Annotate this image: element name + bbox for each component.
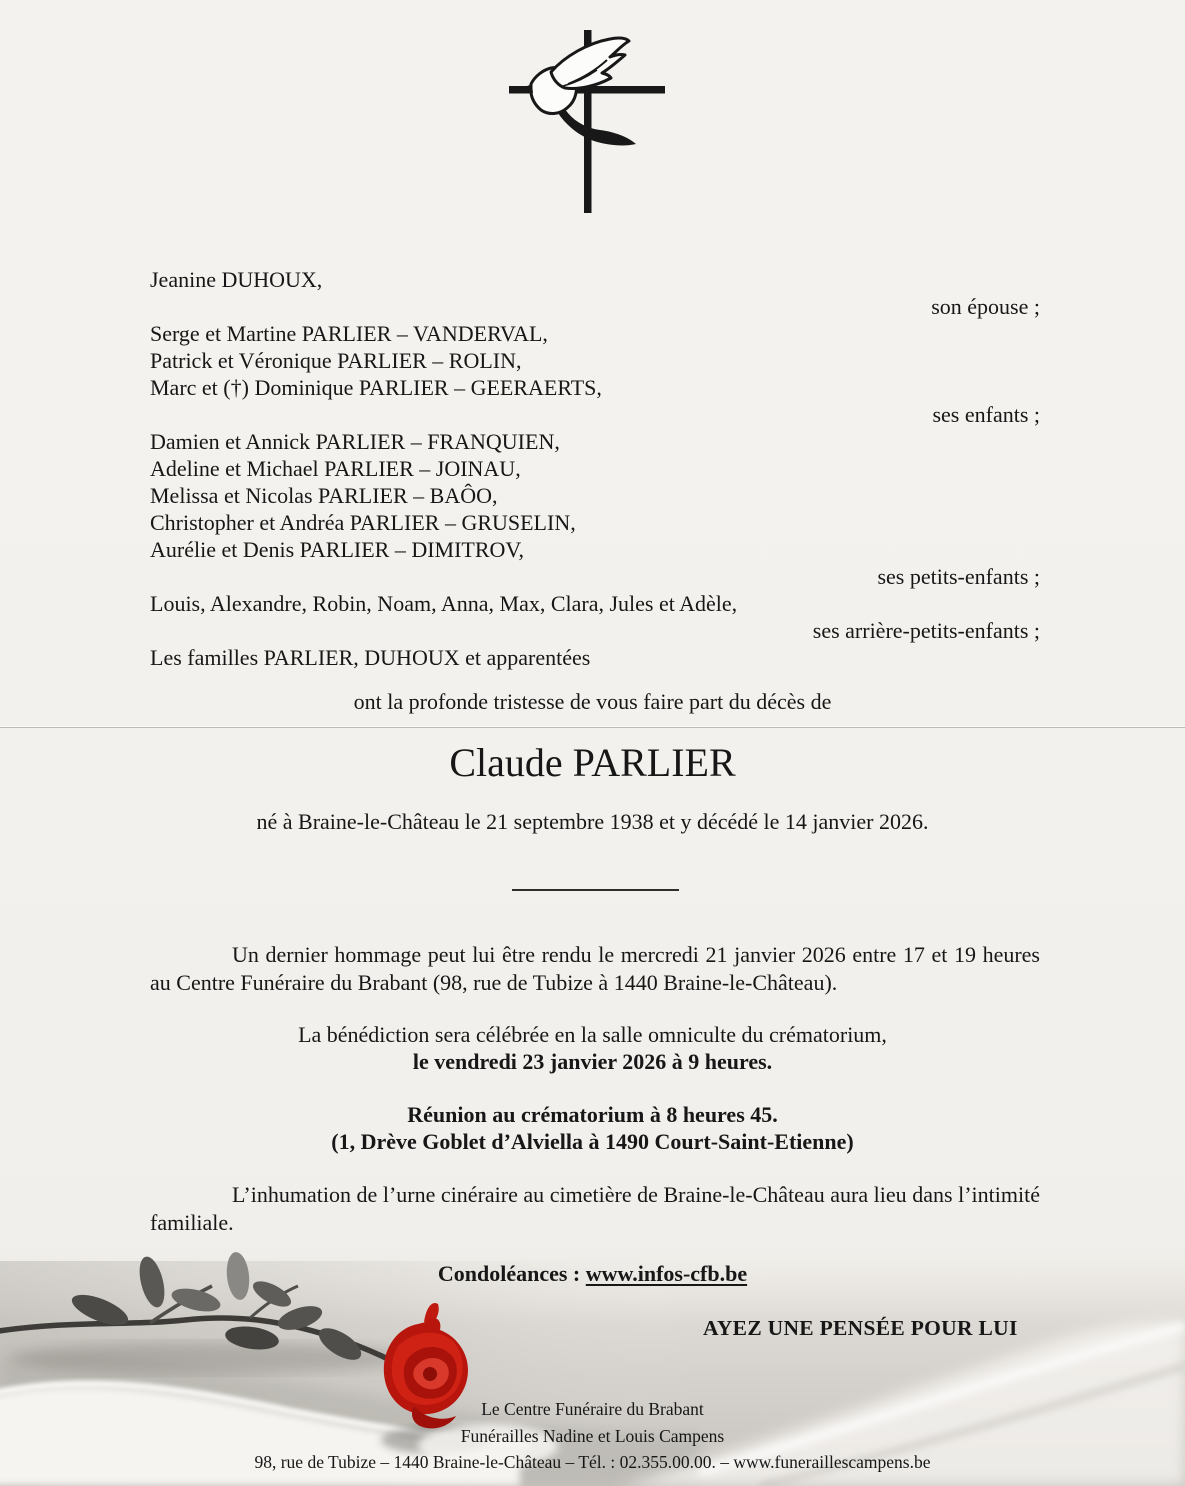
tribute-paragraph: Un dernier hommage peut lui être rendu le mercredi 21 janvier 2026 entre 17 et 19 heures au Centre Funéraire du Brabant (98, rue de Tubize à 1440 Braine-le-Château). xyxy=(150,942,1040,995)
footer-owners-line: Funérailles Nadine et Louis Campens xyxy=(460,1425,725,1446)
reunion-line: Réunion au crématorium à 8 heures 45. xyxy=(407,1102,778,1127)
closing-line: AYEZ UNE PENSÉE POUR LUI xyxy=(703,1316,1018,1340)
condolences-line xyxy=(0,1261,1185,1287)
inhumation-paragraph: L’inhumation de l’urne cinéraire au cimetière de Braine-le-Château aura lieu dans l’intimité familiale. xyxy=(150,1182,1040,1235)
footer-company-line: Le Centre Funéraire du Brabant xyxy=(481,1399,704,1419)
footer-address-line: 98, rue de Tubize – 1440 Braine-le-Château – Tél. : 02.355.00.00. – www.funeraillescampens.be xyxy=(254,1452,931,1472)
family-name-line: Damien et Annick PARLIER – FRANQUIEN, xyxy=(150,429,560,454)
relation-label: ses arrière-petits-enfants ; xyxy=(812,618,1040,643)
funeral-home-footer xyxy=(0,1396,1185,1476)
family-name-line: Patrick et Véronique PARLIER – ROLIN, xyxy=(150,348,522,373)
section-divider xyxy=(512,889,679,891)
condolences-url-link[interactable]: www.infos-cfb.be xyxy=(585,1261,748,1286)
relation-label: son épouse ; xyxy=(931,294,1040,319)
card-fold-line xyxy=(0,727,1185,728)
condolences-label: Condoléances : xyxy=(437,1261,581,1286)
announcement-line: ont la profonde tristesse de vous faire part du décès de xyxy=(353,689,832,714)
benediction-block xyxy=(0,1021,1185,1075)
family-name-line: Marc et (†) Dominique PARLIER – GEERAERTS, xyxy=(150,375,602,400)
cross-and-dove-icon xyxy=(493,24,679,220)
birth-death-line: né à Braine-le-Château le 21 septembre 1938 et y décédé le 14 janvier 2026. xyxy=(256,809,929,834)
family-name-line: Louis, Alexandre, Robin, Noam, Anna, Max, Clara, Jules et Adèle, xyxy=(150,591,738,616)
family-name-line: Melissa et Nicolas PARLIER – BAÔO, xyxy=(150,483,498,508)
reunion-address-line: (1, Drève Goblet d’Alviella à 1490 Court-Saint-Etienne) xyxy=(331,1129,854,1154)
relation-label: ses enfants ; xyxy=(932,402,1040,427)
reunion-block xyxy=(0,1101,1185,1155)
benediction-date-line: le vendredi 23 janvier 2026 à 9 heures. xyxy=(412,1049,773,1074)
benediction-line: La bénédiction sera célébrée en la salle omniculte du crématorium, xyxy=(298,1022,887,1047)
family-name-line: Christopher et Andréa PARLIER – GRUSELIN, xyxy=(150,510,576,535)
relation-label: ses petits-enfants ; xyxy=(877,564,1040,589)
family-name-line: Jeanine DUHOUX, xyxy=(150,267,323,292)
family-name-line: Aurélie et Denis PARLIER – DIMITROV, xyxy=(150,537,524,562)
deceased-name: Claude PARLIER xyxy=(449,740,736,785)
family-name-line: Serge et Martine PARLIER – VANDERVAL, xyxy=(150,321,548,346)
family-name-line: Les familles PARLIER, DUHOUX et apparentées xyxy=(150,645,591,670)
family-name-line: Adeline et Michael PARLIER – JOINAU, xyxy=(150,456,521,481)
family-list xyxy=(150,266,1040,671)
